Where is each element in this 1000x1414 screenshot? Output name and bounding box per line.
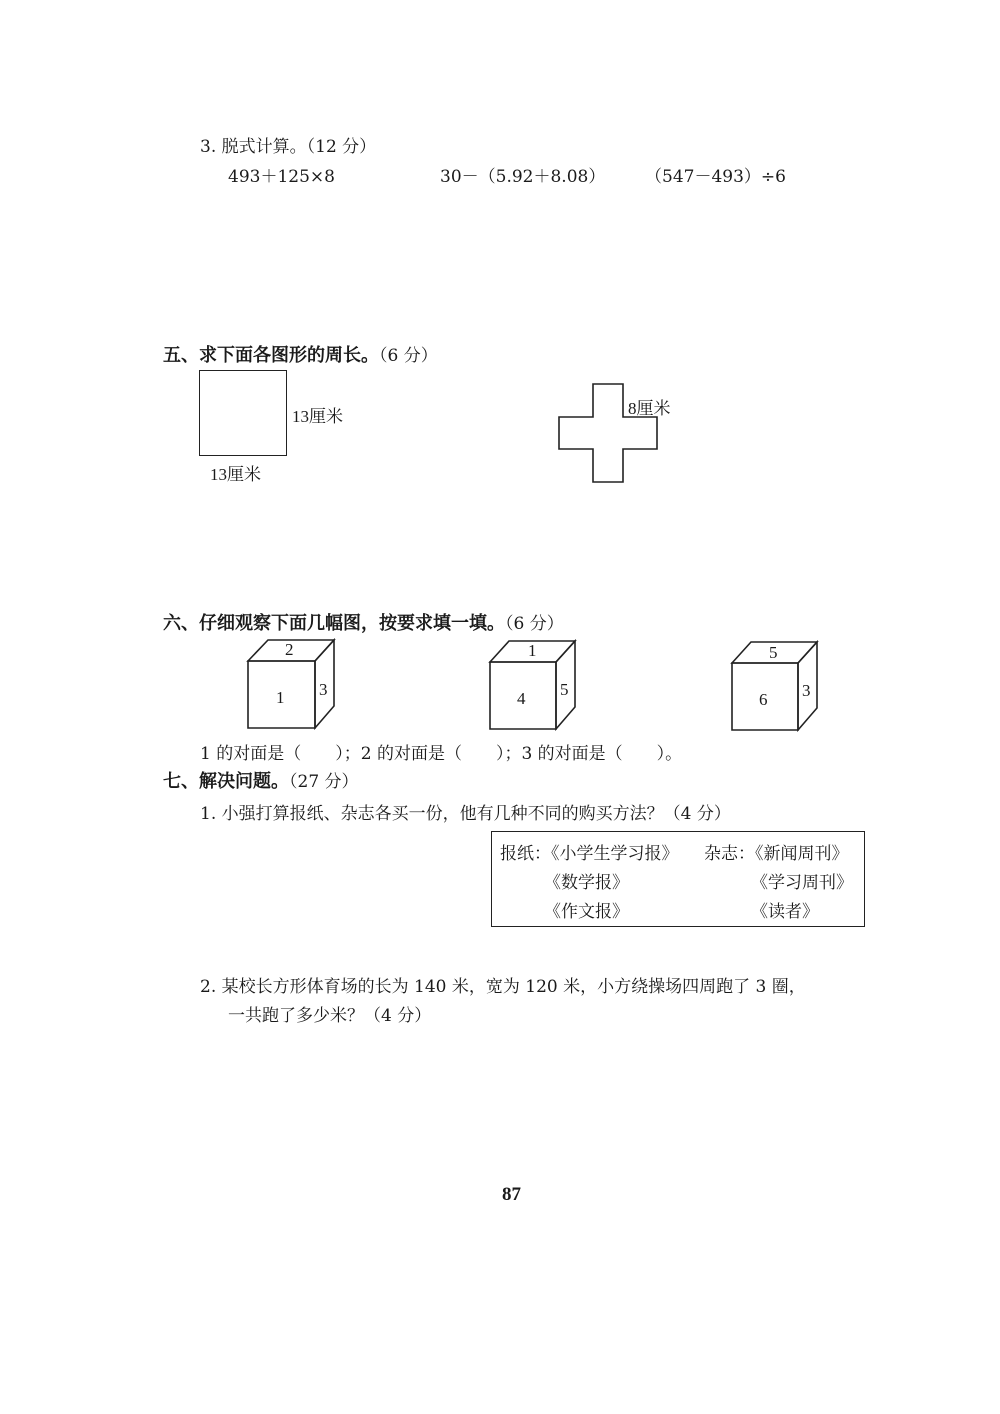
cube-3-side: 3 bbox=[802, 681, 811, 700]
table-row3-left: 《作文报》 bbox=[544, 902, 629, 922]
cube-1-top: 2 bbox=[285, 640, 294, 659]
section-7-title bbox=[163, 767, 359, 793]
expression-3: （547－493）÷6 bbox=[645, 167, 786, 187]
q4-3-title: 3. 脱式计算。（12 分） bbox=[200, 137, 377, 157]
cube-fill-in-line: 1 的对面是（ ）；2 的对面是（ ）；3 的对面是（ ）。 bbox=[200, 744, 683, 764]
table-row2-left: 《数学报》 bbox=[544, 873, 629, 893]
table-row1-right: 杂志：《新闻周刊》 bbox=[704, 844, 849, 864]
problem-1: 1. 小强打算报纸、杂志各买一份，他有几种不同的购买方法？（4 分） bbox=[200, 804, 731, 824]
page-number: 87 bbox=[502, 1184, 521, 1205]
cube-1-side: 3 bbox=[319, 680, 328, 699]
cube-1-front: 1 bbox=[276, 688, 285, 707]
square-figure bbox=[199, 370, 287, 456]
section-5-points: （6 分） bbox=[379, 346, 438, 366]
problem-2-line-2: 一共跑了多少米？（4 分） bbox=[228, 1006, 432, 1026]
cube-2-front: 4 bbox=[517, 689, 526, 708]
section-7-points: （27 分） bbox=[289, 772, 359, 792]
section-6-heading: 六、仔细观察下面几幅图，按要求填一填。 bbox=[163, 613, 505, 634]
section-6-points: （6 分） bbox=[505, 614, 564, 634]
section-5-title bbox=[163, 341, 438, 367]
cube-3-top: 5 bbox=[769, 643, 778, 662]
cross-side-label: 8厘米 bbox=[628, 399, 671, 418]
table-row2-right: 《学习周刊》 bbox=[751, 873, 853, 893]
section-5-heading: 五、求下面各图形的周长。 bbox=[163, 345, 379, 366]
cube-2-top: 1 bbox=[528, 641, 537, 660]
table-row3-right: 《读者》 bbox=[751, 902, 819, 922]
cube-2-side: 5 bbox=[560, 680, 569, 699]
cube-3-front: 6 bbox=[759, 690, 768, 709]
problem-2-line-1: 2. 某校长方形体育场的长为 140 米，宽为 120 米，小方绕操场四周跑了 3 圈， bbox=[200, 977, 806, 997]
section-6-title bbox=[163, 609, 564, 635]
table-row1-left: 报纸：《小学生学习报》 bbox=[500, 844, 679, 864]
expression-2: 30－（5.92＋8.08） bbox=[440, 167, 606, 187]
square-bottom-label: 13厘米 bbox=[210, 465, 261, 484]
square-side-label: 13厘米 bbox=[292, 407, 343, 426]
section-7-heading: 七、解决问题。 bbox=[163, 771, 289, 792]
expression-1: 493＋125×8 bbox=[228, 167, 335, 187]
